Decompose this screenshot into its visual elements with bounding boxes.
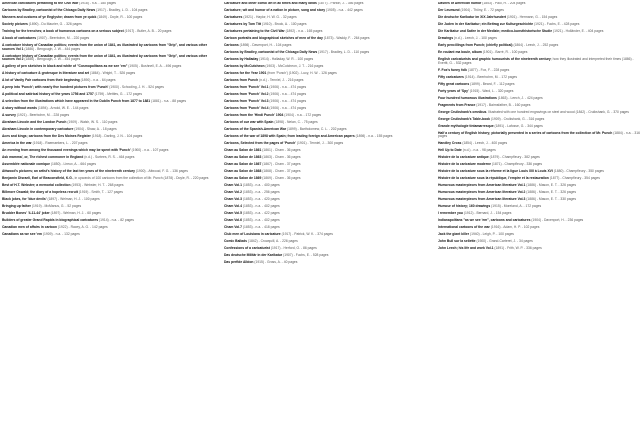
book-meta: (1918) - Raemaekers, L. - 207 pages — [31, 141, 88, 145]
book-entry[interactable] — [438, 247, 640, 251]
book-meta: (1900) - n.a. - 107 pages — [130, 148, 169, 152]
book-title-link[interactable]: Cartoons by Halladay — [224, 57, 259, 61]
book-meta: (1917) - Butler, A. B. - 20 pages — [123, 29, 172, 33]
book-meta: (1886) - Bengough, J. W. - 444 pages — [23, 57, 81, 61]
book-meta: (1918) - n.a. - 180 pages — [78, 2, 116, 5]
book-meta: (1904) - Shaw, A. - 18 pages — [73, 127, 117, 131]
book-title-link[interactable]: Bringing up father — [2, 204, 31, 208]
book-title-link[interactable]: Cham au Salon de 1867 — [224, 162, 262, 166]
book-title-link[interactable]: Cham au Salon de 1861 — [224, 148, 262, 152]
book-meta: (1898) - n.a. - 155 pages — [354, 134, 393, 138]
book-entry[interactable] — [438, 132, 640, 139]
book-meta: (n.d.) - Leech, J. - 100 pages — [453, 36, 497, 40]
book-meta: (1759) - Mettles, G. - 172 pages — [93, 92, 143, 96]
book-title-link[interactable]: A story without words — [2, 106, 37, 110]
book-meta: (1905) - n.a. - 442 pages — [325, 8, 363, 12]
book-title-link[interactable]: Caricatures pertaining to the Civil War — [224, 29, 285, 33]
book-title-link[interactable]: Humorous masterpieces from American literature Vol.1 — [438, 183, 526, 187]
book-meta: (1877) - Fox, F. - 228 pages — [467, 67, 510, 72]
book-title-link[interactable]: A gallery of pen sketches in black and white of "Cosmopolitans as we see 'em" — [2, 64, 128, 68]
book-meta: (1891) - Lafosse, G. - 344 pages — [493, 123, 543, 128]
book-meta: (1853) - Paul, H. - 204 pages — [481, 2, 526, 5]
book-title-link[interactable]: Canadians as we see 'em — [2, 232, 43, 236]
book-meta: (1881) - n.a. - 88 pages — [150, 99, 187, 103]
book-entry[interactable] — [2, 55, 218, 62]
book-title-link[interactable]: Grande mythologie tintamarresque — [438, 123, 494, 128]
book-meta: (1853) - n.a. - 256 pages — [241, 190, 280, 194]
book-title-link[interactable]: Ask mamma', or, The richest commoner in England — [2, 155, 84, 159]
book-meta: (1849) - Doyle, R. - 100 pages — [96, 15, 143, 19]
book-meta: (1877) - Parton, J. - 356 pages — [316, 2, 364, 5]
book-meta: (1904) - Thöny, E. - 72 pages — [459, 8, 504, 12]
book-meta: (from 'Punch') (1902) - Lucy, H. W. - 126 pages — [266, 71, 337, 75]
book-title-link[interactable]: Best of H.T. Webster; a memorial collection — [2, 183, 71, 187]
book-meta: . Illustrated with one hundred engravings on steel and wood (1842) - Cruikshank, G. - 370 pages — [486, 109, 629, 114]
book-meta: ; how they illustrated and interpreted their times (1886) - Everitt, G. - 532 pages — [438, 57, 634, 65]
book-title-link[interactable]: A lot of Vanity Fair cartoons from their beginning — [2, 78, 80, 82]
book-meta: (1921) - Haylor, H. W. G. - 32 pages — [242, 15, 297, 19]
book-title-link[interactable]: Cham Vol.4 — [224, 204, 242, 208]
book-title-link[interactable]: A caricature history of Canadian politics; events from the union of 1841, as illustrated by cartoons from "Grip", and various other sources Vol 2 — [2, 53, 208, 61]
book-title-link[interactable]: Half a century of English history; pictorially presented in a series of cartoons from the collection of Mr. Punch — [438, 130, 613, 135]
book-title-link[interactable]: Cham Vol.2 — [224, 190, 242, 194]
book-title-link[interactable]: Humorous masterpieces from American literature Vol.3 — [438, 197, 526, 201]
book-meta: (1884) - n.a. - 316 pages — [438, 130, 640, 138]
book-meta: (1904) - n.a. - 172 pages — [283, 113, 322, 117]
book-meta: (1869) - Cham - 36 pages — [261, 176, 301, 180]
book-title-link[interactable]: Das deutsche Militär in der Karikatur — [224, 253, 283, 257]
book-title-link[interactable]: Confessions of a caricaturist — [224, 246, 270, 250]
book-title-link[interactable]: George Cruikshank's Table-book — [438, 116, 491, 121]
book-title-link[interactable]: Dashes of American humor — [438, 2, 482, 5]
book-title-link[interactable]: A selection from the illustrations which have appeared in the Dublin Punch from 1877 to 1881 — [2, 99, 151, 103]
book-meta: (1904) - Davenport, H. - 236 pages — [530, 218, 584, 222]
book-meta: (1898) - Nelan, C. - 75 pages — [273, 120, 318, 124]
book-title-link[interactable]: Cartoons by Bradley, cartoonist of the Chicago Daily News — [2, 8, 96, 12]
book-meta: , in upwards of 100 cartoons from the collection of Mr. Punch (1878) - Doyle, R. - 220 pages — [72, 176, 209, 180]
book-title-link[interactable]: International cartoons of the war — [438, 225, 490, 229]
book-meta: (1864) - Leech, J. - 252 pages — [512, 43, 559, 47]
book-meta: (1853) - n.a. - 418 pages — [241, 225, 280, 229]
book-title-link[interactable]: Cartoons of the Spanish-American War — [224, 127, 287, 131]
book-title-link[interactable]: Histoire de la caricature sous la république, l'empire et la restauration — [438, 176, 549, 180]
book-meta: (1886) - Mason, E. T. - 326 pages — [525, 190, 577, 194]
book-meta: (n.d.) - Surtees, R. S. - 464 pages — [83, 155, 135, 159]
book-title-link[interactable]: Cartoons from 'Punch' Vol.3 — [224, 99, 269, 103]
book-title-link[interactable]: Cham au Salon de 1868 — [224, 169, 262, 173]
book-meta: (1854) - Leech, J. - 400 pages — [461, 141, 508, 145]
book-title-link[interactable]: Early pencillings from Punch; (chiefly political) — [438, 43, 513, 47]
book-meta: (1901) - Tenniel, J. - 300 pages — [296, 141, 344, 145]
book-meta: (1886) - Mason, E. T. - 326 pages — [525, 183, 577, 187]
book-meta: (1886) - Bengough, J. W. - 444 pages — [23, 46, 81, 51]
book-title-link[interactable]: Abraham Lincoln in contemporary caricature — [2, 127, 74, 131]
book-meta: (1890) - n.a. - 64 pages — [79, 78, 116, 82]
book-title-link[interactable]: Die deutsche Karikatur im XIX Jahrhundert — [438, 15, 507, 19]
book-entry[interactable] — [2, 170, 218, 174]
book-meta: (1917) - Bairnsfather, B. - 160 pages — [475, 102, 531, 107]
book-meta: (1900) - Attwood, F. G. - 136 pages — [134, 169, 188, 173]
book-title-link[interactable]: Aces and kings; cartoons from the Des Moines Register — [2, 134, 91, 138]
book-meta: (1900) - Schooling, J. H. - 524 pages — [108, 85, 164, 89]
book-title-link[interactable]: Histoire de la caricature antique — [438, 155, 489, 159]
book-title-link[interactable]: American caricatures pertaining to the Civil War — [2, 2, 79, 5]
book-meta: (1912) - Bernard, J. - 154 pages — [462, 211, 512, 215]
book-title-link[interactable]: Benjamin Disraeli, Earl of Beaconsfield, K.G. — [2, 176, 73, 180]
book-title-link[interactable]: Black jokes, for 'blue devils' — [2, 197, 47, 201]
book-meta: (1879) - Champfleury - 382 pages — [488, 155, 540, 159]
book-title-link[interactable]: Cham au Salon de 1863 — [224, 155, 262, 159]
book-meta: (1921) - Beerbohm, M. - 228 pages — [16, 113, 70, 117]
book-title-link[interactable]: A political and satirical history of the years 1756 and 1757 — [2, 92, 94, 96]
book-meta: (1863) - Cham - 36 pages — [261, 155, 301, 159]
book-meta: (1864) - Wright, T. - 526 pages — [89, 71, 136, 75]
book-title-link[interactable]: Assemblée nationale comique — [2, 162, 50, 166]
book-meta: (1953) - Webster, H. T. - 268 pages — [70, 183, 124, 187]
book-title-link[interactable]: Cartoons, Selected from the pages of 'Punch' — [224, 141, 297, 145]
book-entry[interactable] — [2, 177, 218, 181]
book-title-link[interactable]: Fragments from France — [438, 102, 476, 107]
book-meta: (1906) - n.a. - 474 pages — [268, 85, 307, 89]
book-title-link[interactable]: Caricature and other comic art in all times and many lands — [224, 2, 317, 5]
book-meta: (1871) - Champfleury - 336 pages — [490, 162, 543, 166]
book-title-link[interactable]: Die Karikatur und Satire in der Medizin; medico-kunsthistorische Studie — [438, 29, 553, 33]
book-meta: (1915) - Gross, A. - 40 pages — [253, 260, 298, 264]
book-meta: (n.d.) - n.a. - 98 pages — [461, 148, 496, 152]
book-meta: (1917) - Bradley, L. D. - 104 pages — [95, 8, 148, 12]
book-title-link[interactable]: Cartoons from 'Punch' Vol.1 — [224, 85, 269, 89]
book-title-link[interactable]: Forty years of 'Spy' — [438, 88, 469, 93]
book-title-link[interactable]: A peep into 'Punch'; with nearly five hundred pictures from 'Punch' — [2, 85, 109, 89]
book-meta: (1915) - Moreland, A. - 172 pages — [490, 204, 542, 208]
book-meta: (1886) - Mason, E. T. - 330 pages — [525, 197, 577, 201]
book-meta: (1922) - Racey, A. G. - 142 pages — [57, 225, 108, 229]
book-meta: (1867) - Cham - 37 pages — [261, 162, 301, 166]
book-title-link[interactable]: Canadian men of affairs in cartoon — [2, 225, 57, 229]
book-title-link[interactable]: Cartoons from Punch — [224, 78, 259, 82]
book-title-link[interactable]: Die Juden in der Karikatur; ein Beitrag zur Kulturgeschichte — [438, 22, 534, 26]
book-meta: (1861) - Cham - 36 pages — [261, 148, 301, 152]
book-title-link[interactable]: Humorous masterpieces from American literature Vol.2 — [438, 190, 526, 194]
book-title-link[interactable]: Hell Up to Date — [438, 148, 462, 152]
book-meta: (1916) - Adam, H. P. - 102 pages — [489, 225, 540, 229]
book-title-link[interactable]: A book of caricatures — [2, 36, 37, 40]
book-title-link[interactable]: Das perfide Albion — [224, 260, 254, 264]
book-meta: (1903) - McCutcheon, J. T. - 216 pages — [264, 64, 324, 68]
book-meta: (1907) - Beerbohm, M. - 220 pages — [36, 36, 90, 40]
book-title-link[interactable]: Cham au Salon de 1869 — [224, 176, 262, 180]
book-title-link[interactable]: F. Fox's funny folk — [438, 67, 468, 72]
book-title-link[interactable]: I remember you — [438, 211, 463, 215]
book-title-link[interactable]: Fifty caricatures — [438, 74, 464, 79]
book-meta: (1880) - Champfleury - 350 pages — [552, 169, 604, 173]
book-meta: (1905) - Bushnell, E. A. - 496 pages — [127, 64, 182, 68]
book-title-link[interactable]: Cham Vol.7 — [224, 225, 242, 229]
book-column-middle — [218, 2, 432, 441]
book-title-link[interactable]: Four hundred humorous illustrations — [438, 95, 497, 100]
book-meta: (1868) - Cham - 37 pages — [261, 169, 301, 173]
book-meta: (1907) - Fuchs, E. - 528 pages — [282, 253, 329, 257]
book-entry[interactable] — [438, 111, 640, 115]
book-entry[interactable] — [2, 233, 218, 237]
book-title-link[interactable]: Brudder Bones' '4-11-44' joker — [2, 211, 50, 215]
book-title-link[interactable]: Cartoons for the Year 1901 — [224, 71, 267, 75]
book-meta: (1915) - Ward, L. - 320 pages — [468, 88, 514, 93]
book-column-right — [432, 2, 640, 441]
book-title-link[interactable]: Histoire de la caricature moderne — [438, 162, 491, 166]
book-meta: (1863) - Leech, J. - 424 pages — [496, 95, 543, 100]
book-meta: (1850) - Lireux, A. - 664 pages — [49, 162, 97, 166]
book-meta: (1853) - n.a. - 420 pages — [241, 197, 280, 201]
book-meta: (1917) - Herford, O. - 86 pages — [269, 246, 317, 250]
book-meta: (1853) - n.a. - 400 pages — [241, 183, 280, 187]
book-meta: (1921) - Holländer, E. - 404 pages — [552, 29, 604, 33]
book-meta: (1892) - n.a. - 165 pages — [284, 29, 323, 33]
book-title-link[interactable]: John Bull sur la sellette — [438, 239, 476, 243]
book-title-link[interactable]: Cartoons — [224, 43, 239, 47]
book-entry[interactable] — [224, 261, 432, 265]
book-title-link[interactable]: Abraham Lincoln and the London Punch — [2, 120, 67, 124]
book-meta: (1918) - Darling, J. N. - 104 pages — [90, 134, 143, 138]
book-meta: (1910) - Brock, A. - 100 pages — [261, 22, 307, 26]
book-meta: (1906) - n.a. - 474 pages — [268, 99, 307, 103]
book-meta: (1909) - Cruikshank, G. - 316 pages — [490, 116, 545, 121]
book-meta: (1917) - Bradley, L. D. - 110 pages — [317, 50, 370, 54]
book-title-link[interactable]: En roulant ma boule, album — [438, 50, 482, 54]
book-meta: (1906) - n.a. - 474 pages — [268, 106, 307, 110]
book-meta: (1906) - n.a. - 474 pages — [268, 92, 307, 96]
book-meta: (1919) - Smith, T. - 127 pages — [77, 190, 123, 194]
book-title-link[interactable]: Cartoons by McCutcheon — [224, 64, 265, 68]
book-title-link[interactable]: Cham Vol.1 — [224, 183, 242, 187]
book-title-link[interactable]: Training for the trenches; a book of humorous cartoons on a serious subject — [2, 29, 124, 33]
book-title-link[interactable]: Caricature; wit and humor of a nation in picture, song and story — [224, 8, 326, 12]
book-title-link[interactable]: Billmore Oswald; the diary of a hopeless recruit — [2, 190, 78, 194]
book-meta: (1891) - Frith, W. P. - 336 pages — [493, 246, 542, 250]
book-title-link[interactable]: Cartoons of our war with Spain — [224, 120, 274, 124]
book-meta: (1901) - Hermann, G. - 154 pages — [506, 15, 558, 19]
book-meta: (1894) - Arnold, W. E. - 144 pages — [37, 106, 89, 110]
book-meta: (1898) - Davenport, H. - 104 pages — [238, 43, 292, 47]
book-meta: (n.d.) - Tenniel, J. - 216 pages — [258, 78, 304, 82]
book-title-link[interactable]: Indianapolitans "as we see 'em", cartoons and caricatures — [438, 218, 531, 222]
book-meta: (1909) - n.a. - 132 pages — [42, 232, 80, 236]
book-meta: (1853) - n.a. - 402 pages — [241, 218, 280, 222]
book-meta: (1897) - Welman, H. J. - 60 pages — [49, 211, 101, 215]
book-title-link[interactable]: English caricaturists and graphic humourists of the nineteenth century — [438, 57, 551, 61]
book-title-link[interactable]: Histoire de la caricature sous la réforme et la ligue Louis XIII à Louis XVI — [438, 169, 553, 173]
book-title-link[interactable]: A caricature history of Canadian politics; events from the union of 1841, as illustrated by cartoons from "Grip", and various other sources Vol 1 — [2, 43, 208, 51]
book-meta: (1909) - Walsh, W. S. - 110 pages — [66, 120, 118, 124]
book-title-link[interactable]: Cham Vol.3 — [224, 197, 242, 201]
book-meta: (1842) - Crowquill, A. - 226 pages — [247, 239, 298, 243]
book-meta: (1900) - Grand-Carteret, J. - 34 pages — [475, 239, 533, 243]
book-meta: (1914) - Halladay, W. R. - 100 pages — [258, 57, 314, 61]
book-title-link[interactable]: Caricatures — [224, 15, 243, 19]
book-meta: (1853) - n.a. - 402 pages — [241, 204, 280, 208]
book-title-link[interactable]: Manners and customs of ye Englyshe; drawn from ye quick — [2, 15, 97, 19]
book-title-link[interactable]: Cham Vol.5 — [224, 211, 242, 215]
book-title-link[interactable]: Der Leumund — [438, 8, 460, 12]
book-title-link[interactable]: Jack the giant killer — [438, 232, 470, 236]
book-title-link[interactable]: America in the war — [2, 141, 32, 145]
book-entry[interactable] — [438, 58, 640, 65]
book-title-link[interactable]: Caricatures by Tom Titt — [224, 22, 262, 26]
book-meta: (1917) - Patrick, W. K. - 374 pages — [280, 232, 333, 236]
book-title-link[interactable]: Cartoons of the war of 1898 with Spain; from leading foreign and American papers — [224, 134, 355, 138]
book-title-link[interactable]: Fifty great cartoons — [438, 81, 470, 86]
book-title-link[interactable]: Humour of history; 160 drawings — [438, 204, 491, 208]
book-column-left — [2, 2, 218, 441]
book-meta: (1890) - Du Maurier, G. - 326 pages — [27, 22, 82, 26]
book-entry[interactable] — [2, 100, 218, 104]
book-title-link[interactable]: Cartoons from 'Punch' Vol.4 — [224, 106, 269, 110]
book-title-link[interactable]: An evening from among the thousand evenings which may be spent with 'Punch' — [2, 148, 131, 152]
book-title-link[interactable]: Attwood's pictures; an artist's history of the last ten years of the nineteenth century — [2, 169, 135, 173]
book-title-link[interactable]: Cartoon portraits and biographical sketches of men of the day — [224, 36, 323, 40]
book-title-link[interactable]: George Cruikshank's omnibus — [438, 109, 487, 114]
book-title-link[interactable]: Club men of Louisiana in caricature — [224, 232, 281, 236]
book-meta: (1901) - Barré, R. - 100 pages — [481, 50, 528, 54]
book-title-link[interactable]: Cartoons from 'Punch' Vol.2 — [224, 92, 269, 96]
book-title-link[interactable]: Drawings — [438, 36, 454, 40]
book-title-link[interactable]: A survey — [2, 113, 17, 117]
book-meta: (1853) - n.a. - 422 pages — [241, 211, 280, 215]
book-title-link[interactable]: Builders of greater Grand Rapids in biographical caricatures — [2, 218, 99, 222]
book-meta: (1899) - Beard, F. - 112 pages — [469, 81, 515, 86]
book-title-link[interactable]: Society pictures — [2, 22, 28, 26]
book-meta: (1897) - Welman, H. J. - 100 pages — [46, 197, 100, 201]
book-meta: (1873) - Waddy, F. - 264 pages — [322, 36, 370, 40]
book-meta: (1899) - Bartholomew, C. L. - 202 pages — [286, 127, 347, 131]
book-title-link[interactable]: Cham Vol.6 — [224, 218, 242, 222]
book-meta: (1914) - n.a. - 82 pages — [98, 218, 134, 222]
book-title-link[interactable]: John Leech; his life and work Vol.1 — [438, 246, 494, 250]
book-title-link[interactable]: Cartoons from the 'Hindi Punch' 1904 — [224, 113, 284, 117]
book-title-link[interactable]: Cartoons by Bradley, cartoonist of the Chicago Daily News — [224, 50, 318, 54]
book-meta: (1919) - McManus, G. - 52 pages — [30, 204, 82, 208]
book-meta: (1877) - Champfleury - 354 pages — [548, 176, 600, 180]
book-title-link[interactable]: Comic Ballads — [224, 239, 248, 243]
book-meta: (1914) - Beerbohm, M. - 172 pages — [463, 74, 517, 79]
book-entry[interactable] — [2, 44, 218, 51]
book-title-link[interactable]: A history of caricature & grotesque in literature and art — [2, 71, 90, 75]
book-meta: (1940) - Leigh, P. - 100 pages — [469, 232, 514, 236]
book-meta: (1921) - Fuchs, E. - 428 pages — [533, 22, 580, 26]
book-title-link[interactable]: Handley Cross — [438, 141, 462, 145]
